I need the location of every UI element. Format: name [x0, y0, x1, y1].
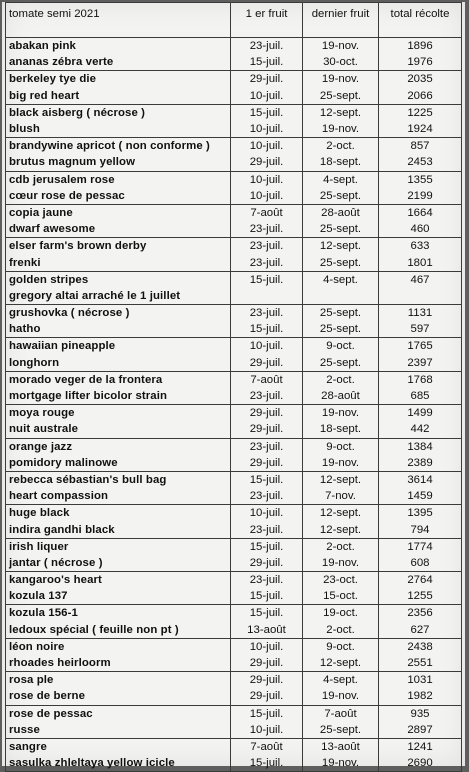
total-harvest: 857	[379, 138, 462, 155]
last-fruit-date: 25-sept.	[303, 254, 379, 271]
variety-name: moya rouge	[6, 405, 231, 422]
first-fruit-date: 29-juil.	[231, 655, 303, 672]
first-fruit-date: 13-août	[231, 622, 303, 639]
total-harvest: 1774	[379, 538, 462, 555]
variety-name: rose de pessac	[6, 705, 231, 722]
variety-name: rosa ple	[6, 672, 231, 689]
variety-name: rose de berne	[6, 688, 231, 705]
first-fruit-date: 29-juil.	[231, 688, 303, 705]
first-fruit-date: 15-juil.	[231, 705, 303, 722]
table-row	[6, 171, 462, 188]
table-row	[6, 338, 462, 355]
first-fruit-date	[231, 288, 303, 305]
variety-name: blush	[6, 121, 231, 138]
variety-name: léon noire	[6, 638, 231, 655]
total-harvest: 2438	[379, 638, 462, 655]
total-harvest: 3614	[379, 471, 462, 488]
variety-name: elser farm's brown derby	[6, 238, 231, 255]
first-fruit-date: 10-juil.	[231, 188, 303, 205]
first-fruit-date: 10-juil.	[231, 88, 303, 105]
table-row	[6, 572, 462, 589]
total-harvest: 1384	[379, 438, 462, 455]
first-fruit-date: 23-juil.	[231, 438, 303, 455]
variety-name: copia jaune	[6, 204, 231, 221]
variety-name: russe	[6, 722, 231, 739]
first-fruit-date: 23-juil.	[231, 521, 303, 538]
last-fruit-date: 12-sept.	[303, 505, 379, 522]
table-row	[6, 738, 462, 755]
table-row	[6, 355, 462, 372]
last-fruit-date: 25-sept.	[303, 188, 379, 205]
table-row	[6, 722, 462, 739]
table-row	[6, 705, 462, 722]
first-fruit-date: 23-juil.	[231, 572, 303, 589]
last-fruit-date: 30-oct.	[303, 54, 379, 71]
last-fruit-date: 2-oct.	[303, 371, 379, 388]
last-fruit-date: 25-sept.	[303, 221, 379, 238]
variety-name: jantar ( nécrose )	[6, 555, 231, 572]
last-fruit-date: 19-nov.	[303, 71, 379, 88]
header-last-fruit: dernier fruit	[303, 3, 379, 38]
variety-name: morado veger de la frontera	[6, 371, 231, 388]
table-row	[6, 271, 462, 288]
table-row	[6, 655, 462, 672]
table-row	[6, 204, 462, 221]
variety-name: grushovka ( nécrose )	[6, 305, 231, 322]
total-harvest: 1355	[379, 171, 462, 188]
table-row	[6, 622, 462, 639]
first-fruit-date: 15-juil.	[231, 588, 303, 605]
last-fruit-date: 12-sept.	[303, 655, 379, 672]
total-harvest: 1982	[379, 688, 462, 705]
table-row	[6, 405, 462, 422]
first-fruit-date: 23-juil.	[231, 38, 303, 55]
first-fruit-date: 23-juil.	[231, 238, 303, 255]
variety-name: irish liquer	[6, 538, 231, 555]
total-harvest: 460	[379, 221, 462, 238]
total-harvest: 627	[379, 622, 462, 639]
variety-name: frenki	[6, 254, 231, 271]
last-fruit-date: 28-août	[303, 388, 379, 405]
table-row	[6, 688, 462, 705]
spreadsheet-photo	[2, 2, 465, 770]
last-fruit-date: 4-sept.	[303, 271, 379, 288]
variety-name: golden stripes	[6, 271, 231, 288]
table-row	[6, 555, 462, 572]
variety-name: rhoades heirloorm	[6, 655, 231, 672]
table-title: tomate semi 2021	[6, 3, 231, 38]
header-total-harvest: total récolte	[379, 3, 462, 38]
table-row	[6, 104, 462, 121]
last-fruit-date: 25-sept.	[303, 355, 379, 372]
total-harvest	[379, 288, 462, 305]
table-row	[6, 471, 462, 488]
variety-name: cdb jerusalem rose	[6, 171, 231, 188]
table-row	[6, 388, 462, 405]
variety-name: brandywine apricot ( non conforme )	[6, 138, 231, 155]
total-harvest: 633	[379, 238, 462, 255]
first-fruit-date: 15-juil.	[231, 321, 303, 338]
total-harvest: 1765	[379, 338, 462, 355]
first-fruit-date: 23-juil.	[231, 254, 303, 271]
table-row	[6, 455, 462, 472]
harvest-table	[5, 2, 462, 772]
variety-name: gregory altai arraché le 1 juillet	[6, 288, 231, 305]
variety-name: pomidory malinowe	[6, 455, 231, 472]
first-fruit-date: 29-juil.	[231, 71, 303, 88]
total-harvest: 442	[379, 421, 462, 438]
first-fruit-date: 15-juil.	[231, 538, 303, 555]
total-harvest: 935	[379, 705, 462, 722]
variety-name: abakan pink	[6, 38, 231, 55]
total-harvest: 2453	[379, 154, 462, 171]
table-row	[6, 521, 462, 538]
last-fruit-date: 2-oct.	[303, 622, 379, 639]
first-fruit-date: 29-juil.	[231, 154, 303, 171]
table-row	[6, 221, 462, 238]
table-row	[6, 154, 462, 171]
table-row	[6, 188, 462, 205]
total-harvest: 1255	[379, 588, 462, 605]
first-fruit-date: 29-juil.	[231, 672, 303, 689]
variety-name: longhorn	[6, 355, 231, 372]
table-row	[6, 38, 462, 55]
table-row	[6, 488, 462, 505]
table-row	[6, 88, 462, 105]
last-fruit-date: 9-oct.	[303, 638, 379, 655]
last-fruit-date: 28-août	[303, 204, 379, 221]
table-row	[6, 438, 462, 455]
first-fruit-date: 15-juil.	[231, 54, 303, 71]
last-fruit-date: 12-sept.	[303, 521, 379, 538]
total-harvest: 1499	[379, 405, 462, 422]
last-fruit-date: 25-sept.	[303, 305, 379, 322]
last-fruit-date: 25-sept.	[303, 88, 379, 105]
total-harvest: 2764	[379, 572, 462, 589]
last-fruit-date: 12-sept.	[303, 104, 379, 121]
table-row	[6, 371, 462, 388]
last-fruit-date: 4-sept.	[303, 672, 379, 689]
first-fruit-date: 10-juil.	[231, 638, 303, 655]
total-harvest: 2199	[379, 188, 462, 205]
last-fruit-date: 9-oct.	[303, 438, 379, 455]
first-fruit-date: 10-juil.	[231, 138, 303, 155]
total-harvest: 1031	[379, 672, 462, 689]
last-fruit-date: 2-oct.	[303, 538, 379, 555]
total-harvest: 1241	[379, 738, 462, 755]
total-harvest: 2066	[379, 88, 462, 105]
variety-name: orange jazz	[6, 438, 231, 455]
variety-name: big red heart	[6, 88, 231, 105]
first-fruit-date: 10-juil.	[231, 505, 303, 522]
last-fruit-date	[303, 288, 379, 305]
variety-name: sasulka zhleltaya yellow icicle	[6, 755, 231, 772]
total-harvest: 1225	[379, 104, 462, 121]
total-harvest: 2035	[379, 71, 462, 88]
table-row	[6, 54, 462, 71]
first-fruit-date: 10-juil.	[231, 722, 303, 739]
last-fruit-date: 18-sept.	[303, 154, 379, 171]
total-harvest: 1976	[379, 54, 462, 71]
header-row	[6, 3, 462, 38]
variety-name: heart compassion	[6, 488, 231, 505]
last-fruit-date: 7-août	[303, 705, 379, 722]
table-row	[6, 288, 462, 305]
first-fruit-date: 7-août	[231, 371, 303, 388]
total-harvest: 1395	[379, 505, 462, 522]
total-harvest: 1801	[379, 254, 462, 271]
table-row	[6, 321, 462, 338]
variety-name: berkeley tye die	[6, 71, 231, 88]
last-fruit-date: 19-nov.	[303, 755, 379, 772]
header-first-fruit: 1 er fruit	[231, 3, 303, 38]
variety-name: kangaroo's heart	[6, 572, 231, 589]
table-row	[6, 138, 462, 155]
table-row	[6, 605, 462, 622]
last-fruit-date: 7-nov.	[303, 488, 379, 505]
first-fruit-date: 23-juil.	[231, 305, 303, 322]
last-fruit-date: 19-nov.	[303, 555, 379, 572]
first-fruit-date: 10-juil.	[231, 171, 303, 188]
total-harvest: 2897	[379, 722, 462, 739]
variety-name: indira gandhi black	[6, 521, 231, 538]
last-fruit-date: 12-sept.	[303, 471, 379, 488]
variety-name: kozula 156-1	[6, 605, 231, 622]
last-fruit-date: 25-sept.	[303, 321, 379, 338]
first-fruit-date: 29-juil.	[231, 421, 303, 438]
last-fruit-date: 12-sept.	[303, 238, 379, 255]
first-fruit-date: 7-août	[231, 738, 303, 755]
table-row	[6, 305, 462, 322]
variety-name: hatho	[6, 321, 231, 338]
total-harvest: 467	[379, 271, 462, 288]
variety-name: ledoux spécial ( feuille non pt )	[6, 622, 231, 639]
last-fruit-date: 15-oct.	[303, 588, 379, 605]
table-row	[6, 254, 462, 271]
total-harvest: 1459	[379, 488, 462, 505]
last-fruit-date: 13-août	[303, 738, 379, 755]
first-fruit-date: 29-juil.	[231, 455, 303, 472]
table-row	[6, 638, 462, 655]
table-row	[6, 421, 462, 438]
total-harvest: 2690	[379, 755, 462, 772]
table-row	[6, 538, 462, 555]
variety-name: dwarf awesome	[6, 221, 231, 238]
last-fruit-date: 19-nov.	[303, 121, 379, 138]
table-row	[6, 505, 462, 522]
first-fruit-date: 15-juil.	[231, 605, 303, 622]
last-fruit-date: 18-sept.	[303, 421, 379, 438]
variety-name: sangre	[6, 738, 231, 755]
variety-name: huge black	[6, 505, 231, 522]
variety-name: mortgage lifter bicolor strain	[6, 388, 231, 405]
last-fruit-date: 23-oct.	[303, 572, 379, 589]
variety-name: black aisberg ( nécrose )	[6, 104, 231, 121]
table-row	[6, 238, 462, 255]
total-harvest: 1131	[379, 305, 462, 322]
table-row	[6, 121, 462, 138]
first-fruit-date: 7-août	[231, 204, 303, 221]
total-harvest: 2356	[379, 605, 462, 622]
first-fruit-date: 15-juil.	[231, 471, 303, 488]
total-harvest: 1664	[379, 204, 462, 221]
last-fruit-date: 19-nov.	[303, 455, 379, 472]
last-fruit-date: 19-nov.	[303, 688, 379, 705]
last-fruit-date: 9-oct.	[303, 338, 379, 355]
first-fruit-date: 15-juil.	[231, 104, 303, 121]
first-fruit-date: 29-juil.	[231, 405, 303, 422]
total-harvest: 597	[379, 321, 462, 338]
variety-name: hawaiian pineapple	[6, 338, 231, 355]
total-harvest: 608	[379, 555, 462, 572]
table-row	[6, 755, 462, 772]
first-fruit-date: 10-juil.	[231, 338, 303, 355]
first-fruit-date: 23-juil.	[231, 221, 303, 238]
first-fruit-date: 15-juil.	[231, 755, 303, 772]
total-harvest: 1768	[379, 371, 462, 388]
variety-name: cœur rose de pessac	[6, 188, 231, 205]
last-fruit-date: 25-sept.	[303, 722, 379, 739]
total-harvest: 794	[379, 521, 462, 538]
total-harvest: 2389	[379, 455, 462, 472]
last-fruit-date: 19-nov.	[303, 405, 379, 422]
last-fruit-date: 4-sept.	[303, 171, 379, 188]
total-harvest: 1896	[379, 38, 462, 55]
variety-name: brutus magnum yellow	[6, 154, 231, 171]
last-fruit-date: 19-nov.	[303, 38, 379, 55]
total-harvest: 2551	[379, 655, 462, 672]
variety-name: ananas zébra verte	[6, 54, 231, 71]
table-row	[6, 71, 462, 88]
total-harvest: 2397	[379, 355, 462, 372]
variety-name: kozula 137	[6, 588, 231, 605]
table-row	[6, 672, 462, 689]
variety-name: nuit australe	[6, 421, 231, 438]
first-fruit-date: 15-juil.	[231, 271, 303, 288]
first-fruit-date: 23-juil.	[231, 388, 303, 405]
total-harvest: 1924	[379, 121, 462, 138]
variety-name: rebecca sébastian's bull bag	[6, 471, 231, 488]
total-harvest: 685	[379, 388, 462, 405]
table-row	[6, 588, 462, 605]
first-fruit-date: 29-juil.	[231, 555, 303, 572]
last-fruit-date: 19-oct.	[303, 605, 379, 622]
first-fruit-date: 29-juil.	[231, 355, 303, 372]
first-fruit-date: 23-juil.	[231, 488, 303, 505]
last-fruit-date: 2-oct.	[303, 138, 379, 155]
first-fruit-date: 10-juil.	[231, 121, 303, 138]
